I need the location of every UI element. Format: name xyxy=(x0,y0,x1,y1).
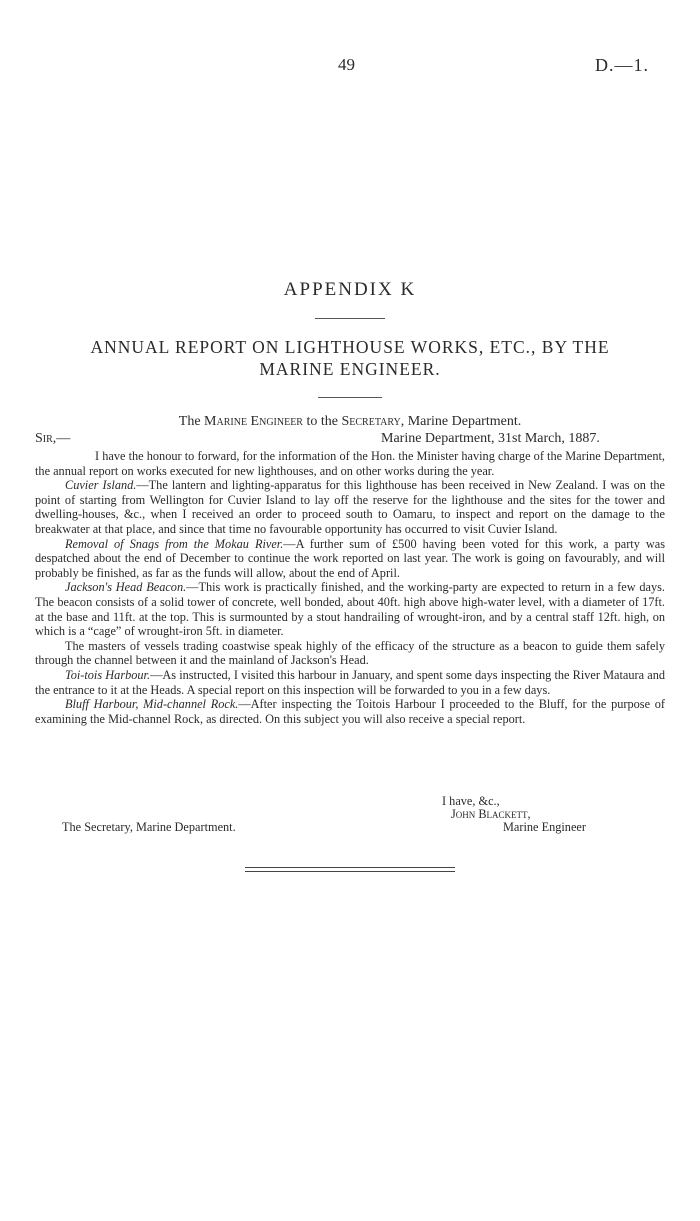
masters-paragraph: The masters of vessels trading coastwise speak highly of the efficacy of the structure as a beacon to guide them safely through the channel between it and the mainland of Jackson's Head. xyxy=(35,638,665,668)
letter-body xyxy=(35,449,665,726)
document-reference: D.—1. xyxy=(595,55,649,75)
report-title-line-1: ANNUAL REPORT ON LIGHTHOUSE WORKS, ETC., BY THE xyxy=(90,337,610,357)
signer-title: Marine Engineer xyxy=(503,820,586,834)
divider xyxy=(318,397,382,398)
heading-department: , Marine Department. xyxy=(400,414,522,429)
heading-sender: Marine Engineer xyxy=(204,414,303,429)
jackson-heading: Jackson's Head Beacon. xyxy=(65,580,187,595)
jackson-text: —This work is practically finished, and the working-party are expected to return in a few days. The beacon consists of a solid tower of concrete, well bonded, about 40ft. high above high-water level, with a diameter of 17ft. at the base and 11ft. at the top. This is surmounted by a stout handrailing of wrought-iron, and by a central staff 12ft. high, on which is a “cage” of wrought-iron 5ft. in diameter. xyxy=(35,580,665,639)
cuvier-paragraph xyxy=(35,478,665,536)
report-title xyxy=(40,336,660,380)
dateline: Marine Department, 31st March, 1887. xyxy=(381,431,600,446)
bluff-text: —After inspecting the Toitois Harbour I proceeded to the Bluff, for the purpose of examining the Mid-channel Rock, as directed. On this subject you will also receive a special report. xyxy=(35,697,665,726)
appendix-title: APPENDIX K xyxy=(283,279,417,300)
toitois-paragraph xyxy=(35,668,665,697)
bluff-paragraph xyxy=(35,697,665,726)
mokau-paragraph xyxy=(35,537,665,581)
toitois-text: —As instructed, I visited this harbour in January, and spent some days inspecting the River Mataura and the entrance to it at the Heads. A special report on this inspection will be forwarded to you in a few days. xyxy=(35,667,665,697)
heading-recipient: Secretary xyxy=(341,414,401,429)
toitois-heading: Toi-tois Harbour. xyxy=(65,667,151,682)
end-divider xyxy=(245,867,455,872)
addressee: The Secretary, Marine Department. xyxy=(62,820,236,834)
page-number: 49 xyxy=(338,55,355,74)
heading-to: to the xyxy=(302,414,342,429)
report-title-line-2: MARINE ENGINEER. xyxy=(259,359,441,379)
closing: I have, &c., xyxy=(442,794,500,808)
bluff-heading: Bluff Harbour, Mid-channel Rock. xyxy=(65,697,239,712)
signer-name: John Blackett, xyxy=(451,807,531,821)
cuvier-text: —The lantern and lighting-apparatus for this lighthouse has been received in New Zealand. I was on the point of starting from Wellington for Cuvier Island to lay off the reserve for the lighthouse and the sites for the tower and dwelling-houses, &c., when I received an order to proceed south to Oamaru, to inspect and report on the damage to the breakwater at that place, and since that time no favourable opportunity has occurred to visit Cuvier Island. xyxy=(35,478,665,536)
cuvier-heading: Cuvier Island. xyxy=(65,478,137,493)
salutation: Sir,— xyxy=(35,431,71,446)
divider xyxy=(315,318,385,319)
letter-heading xyxy=(0,414,700,430)
mokau-text: —A further sum of £500 having been voted for this work, a party was despatched about the end of December to continue the work reported on last year. The work is going on favourably, and will probably be finished, as far as the funds will allow, about the end of April. xyxy=(35,536,665,580)
intro-paragraph: I have the honour to forward, for the information of the Hon. the Minister having charge of the Marine Department, the annual report on works executed for new lighthouses, and on other works during the year. xyxy=(35,449,665,478)
jackson-paragraph xyxy=(35,580,665,638)
heading-the: The xyxy=(178,414,205,429)
mokau-heading: Removal of Snags from the Mokau River. xyxy=(65,536,284,551)
